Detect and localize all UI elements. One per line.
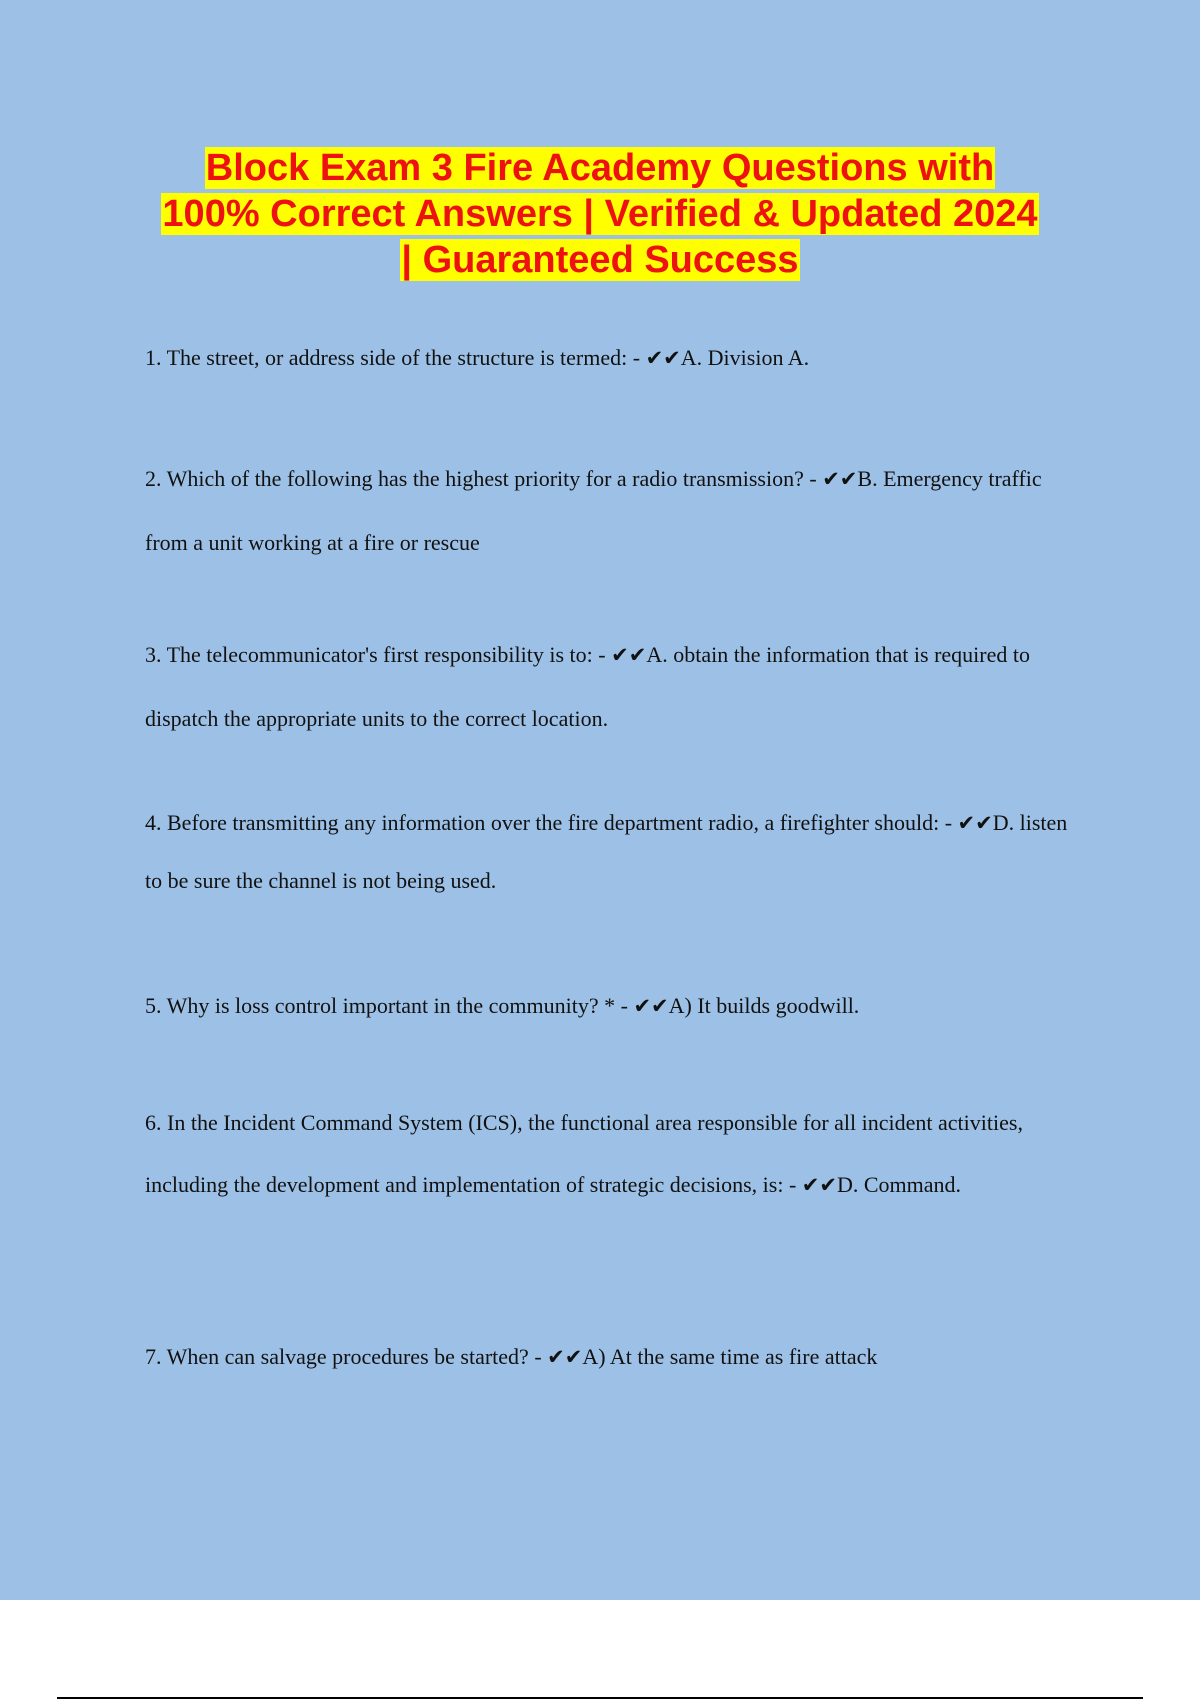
answer-text: A. Division A. [680,345,810,370]
answer-text: D. listen to be sure the channel is not being used. [145,810,1068,893]
check-mark-icon: ✔✔ [547,1345,583,1369]
answer-text: A. obtain the information that is required to dispatch the appropriate units to the correct location. [145,642,1031,731]
check-mark-icon: ✔✔ [822,467,858,491]
separator: - [939,810,958,835]
check-mark-icon: ✔✔ [633,994,669,1018]
document-title [0,145,1200,283]
check-mark-icon: ✔✔ [611,643,647,667]
question-text: 3. The telecommunicator's first responsibility is to: [145,642,593,667]
check-mark-icon: ✔✔ [801,1173,837,1197]
question-text: 1. The street, or address side of the structure is termed: [145,345,628,370]
question-item [145,974,1075,1038]
answer-text: A) It builds goodwill. [668,993,860,1018]
question-text: 5. Why is loss control important in the community? * [145,993,616,1018]
question-item [145,1092,1075,1216]
question-item [145,623,1075,751]
answer-text: D. Command. [837,1172,962,1197]
separator: - [592,642,612,667]
title-line: | Guaranteed Success [401,239,799,281]
answer-text: B. Emergency traffic from a unit working at a fire or rescue [145,466,1042,555]
question-item [145,1325,1075,1389]
separator: - [615,993,634,1018]
question-item [145,794,1075,910]
separator: - [803,466,823,491]
separator: - [627,345,646,370]
question-text: 4. Before transmitting any information over the fire department radio, a firefighter should: [145,810,940,835]
question-item [145,326,1075,390]
answer-text: A) At the same time as fire attack [582,1344,878,1369]
check-mark-icon: ✔✔ [957,811,993,835]
question-item [145,447,1075,575]
footer-divider [57,1697,1143,1699]
title-line: 100% Correct Answers | Verified & Updated 2024 [162,193,1038,235]
question-text: 7. When can salvage procedures be started? [145,1344,529,1369]
separator: - [783,1172,802,1197]
title-line: Block Exam 3 Fire Academy Questions with [205,147,995,189]
check-mark-icon: ✔✔ [645,346,681,370]
separator: - [528,1344,548,1369]
question-text: 6. In the Incident Command System (ICS), the functional area responsible for all incident activities, including the development and implementation of strategic decisions, is: [145,1110,1023,1197]
question-text: 2. Which of the following has the highest priority for a radio transmission? [145,466,804,491]
